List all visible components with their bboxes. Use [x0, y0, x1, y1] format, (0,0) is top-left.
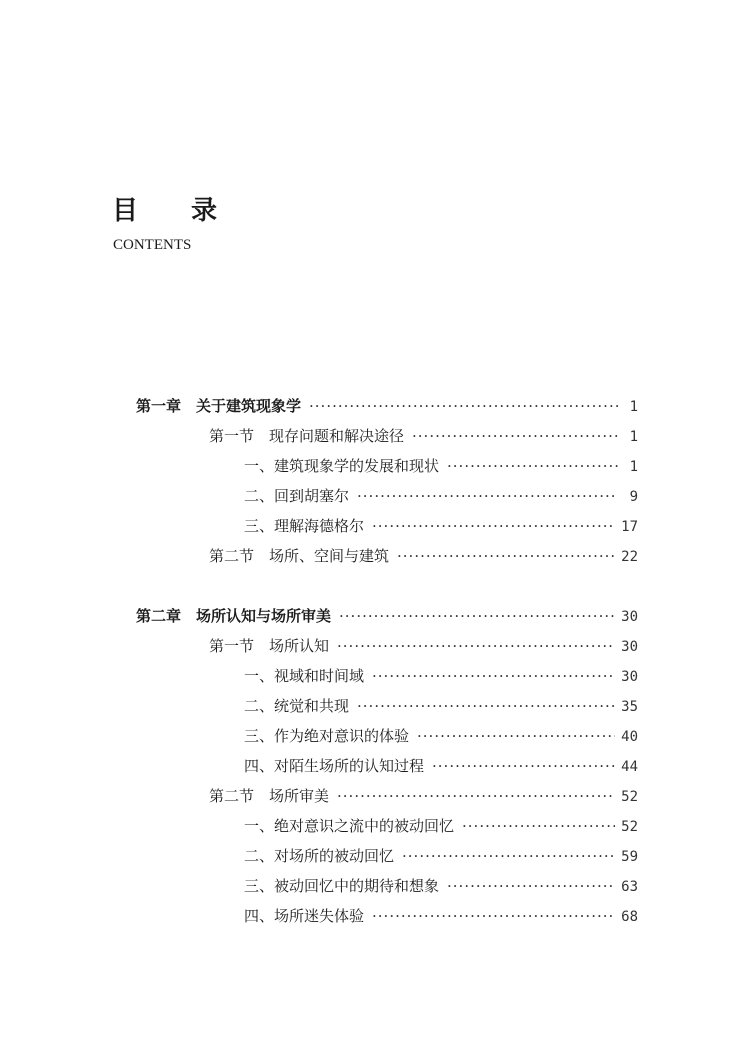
toc-entry-label: 第一章 关于建筑现象学 — [136, 397, 302, 415]
toc-leader-dots — [462, 817, 615, 835]
toc-entry-label: 四、场所迷失体验 — [244, 907, 365, 925]
toc-entry[interactable] — [209, 637, 638, 656]
toc-entry-page: 30 — [621, 639, 638, 655]
toc-entry-label: 第二节 场所、空间与建筑 — [209, 547, 390, 565]
toc-leader-dots — [372, 667, 615, 685]
toc-leader-dots — [337, 637, 615, 655]
toc-entry-page: 40 — [621, 729, 638, 745]
toc-entry-label: 一、视域和时间域 — [244, 667, 365, 685]
toc-entry[interactable] — [244, 817, 638, 836]
toc-entry-page: 30 — [621, 669, 638, 685]
toc-leader-dots — [372, 907, 615, 925]
toc-entry[interactable] — [244, 847, 638, 866]
toc-entry-page: 59 — [621, 849, 638, 865]
toc-entry[interactable] — [136, 397, 638, 416]
toc-leader-dots — [309, 397, 618, 415]
toc-entry[interactable] — [136, 607, 638, 626]
toc-entry[interactable] — [209, 547, 638, 566]
toc-entry-label: 一、建筑现象学的发展和现状 — [244, 457, 440, 475]
toc-entry[interactable] — [244, 517, 638, 536]
toc-entry-label: 二、统觉和共现 — [244, 697, 350, 715]
toc-entry[interactable] — [244, 907, 638, 926]
toc-entry[interactable] — [244, 757, 638, 776]
toc-leader-dots — [337, 787, 615, 805]
toc-entry-label: 三、被动回忆中的期待和想象 — [244, 877, 440, 895]
toc-entry-page: 44 — [621, 759, 638, 775]
page-subtitle: CONTENTS — [113, 237, 192, 253]
toc-entry[interactable] — [209, 427, 638, 446]
toc-entry-page: 1 — [629, 429, 638, 445]
toc-leader-dots — [447, 877, 615, 895]
toc-entry-page: 63 — [621, 879, 638, 895]
toc-leader-dots — [447, 457, 618, 475]
toc-entry-page: 17 — [621, 519, 638, 535]
toc-entry-page: 1 — [629, 459, 638, 475]
toc-leader-dots — [397, 547, 615, 565]
toc-entry-page: 9 — [629, 489, 638, 505]
toc-entry-page: 35 — [621, 699, 638, 715]
toc-leader-dots — [339, 607, 615, 625]
toc-leader-dots — [372, 517, 615, 535]
toc-leader-dots — [402, 847, 615, 865]
toc-entry-label: 一、绝对意识之流中的被动回忆 — [244, 817, 455, 835]
toc-leader-dots — [357, 697, 615, 715]
toc-entry-page: 52 — [621, 819, 638, 835]
toc-entry-label: 第一节 场所认知 — [209, 637, 330, 655]
toc-entry-label: 二、回到胡塞尔 — [244, 487, 350, 505]
toc-entry-page: 52 — [621, 789, 638, 805]
toc-leader-dots — [412, 427, 618, 445]
toc-entry-page: 22 — [621, 549, 638, 565]
toc-entry[interactable] — [244, 727, 638, 746]
toc-entry[interactable] — [244, 457, 638, 476]
page-title: 目 录 — [112, 196, 240, 226]
toc-entry[interactable] — [244, 487, 638, 506]
toc-leader-dots — [432, 757, 615, 775]
toc-entry[interactable] — [244, 877, 638, 896]
toc-entry-label: 第一节 现存问题和解决途径 — [209, 427, 405, 445]
toc-entry-label: 第二章 场所认知与场所审美 — [136, 607, 332, 625]
toc-leader-dots — [357, 487, 618, 505]
toc-entry[interactable] — [244, 697, 638, 716]
toc-entry-label: 第二节 场所审美 — [209, 787, 330, 805]
toc-entry-label: 四、对陌生场所的认知过程 — [244, 757, 425, 775]
toc-entry[interactable] — [209, 787, 638, 806]
toc-entry-label: 三、理解海德格尔 — [244, 517, 365, 535]
toc-entry-label: 三、作为绝对意识的体验 — [244, 727, 410, 745]
toc-entry-page: 68 — [621, 909, 638, 925]
toc-entry-label: 二、对场所的被动回忆 — [244, 847, 395, 865]
toc-leader-dots — [417, 727, 615, 745]
toc-entry-page: 1 — [629, 399, 638, 415]
toc-entry-page: 30 — [621, 609, 638, 625]
toc-entry[interactable] — [244, 667, 638, 686]
